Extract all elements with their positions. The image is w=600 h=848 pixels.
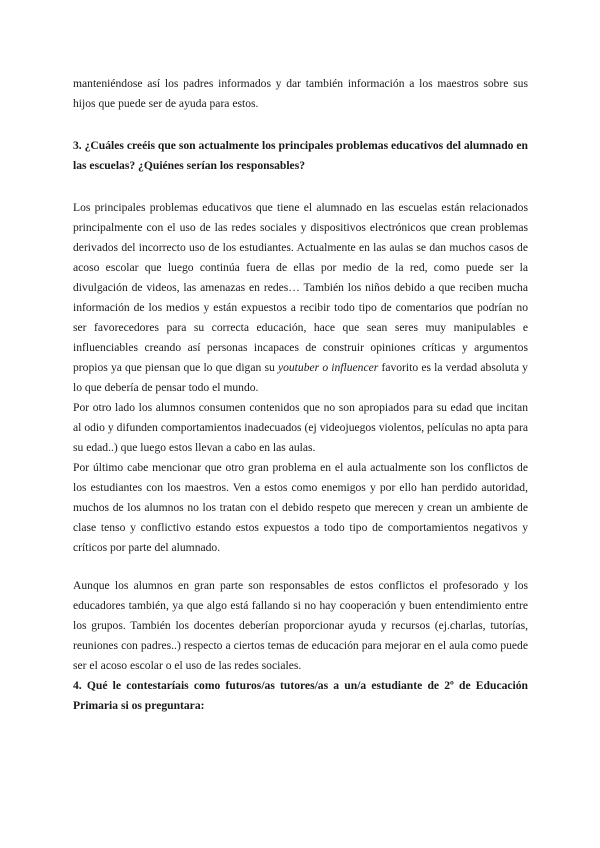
question-3-heading: 3. ¿Cuáles creéis que son actualmente los principales problemas educativos del alumnado en las escuelas? ¿Quiénes serían los responsables? [73,139,528,172]
paragraph-problems-text: Los principales problemas educativos que tiene el alumnado en las escuelas están relacionados principalmente con el uso de las redes sociales y dispositivos electrónicos que crean problemas derivados del incorrecto uso de los estudiantes. Actualmente en las aulas se dan muchos casos de acoso escolar que luego continúa fuera de ellas por medio de la red, como puede ser la divulgación de videos, las amenazas en redes… También los niños debido a que reciben mucha información de los medios y están expuestos a recibir todo tipo de comentarios que podrían no ser favorecedores para su correcta educación, hace que sean seres muy manipulables e influenciables creando así personas incapaces de construir opiniones críticas y argumentos propios ya que piensan que lo que digan su [73,201,528,374]
document-body [73,74,528,716]
paragraph-intro: manteniéndose así los padres informados y dar también información a los maestros sobre sus hijos que puede ser de ayuda para estos. [73,77,528,110]
paragraph-problems [73,198,528,398]
paragraph-conflicts: Por último cabe mencionar que otro gran problema en el aula actualmente son los conflictos de los estudiantes con los maestros. Ven a estos como enemigos y por ello han perdido autoridad, muchos de los alumnos no los tratan con el debido respeto que merecen y crean un ambiente de clase tenso y conflictivo estando estos expuestos a todo tipo de comportamientos negativos y críticos por parte del alumnado. [73,461,528,554]
paragraph-problems-italic: youtuber o influencer [277,361,379,374]
question-4-heading: 4. Qué le contestaríais como futuros/as tutores/as a un/a estudiante de 2º de Educación Primaria si os preguntara: [73,679,528,712]
paragraph-responsibles: Aunque los alumnos en gran parte son responsables de estos conflictos el profesorado y los educadores también, ya que algo está fallando si no hay cooperación y buen entendimiento entre los grupos. También los docentes deberían proporcionar ayuda y recursos (ej.charlas, tutorías, reuniones con padres..) respecto a ciertos temas de educación para mejorar en el aula como puede ser el acoso escolar o el uso de las redes sociales. [73,579,528,672]
paragraph-content: Por otro lado los alumnos consumen contenidos que no son apropiados para su edad que incitan al odio y difunden comportamientos inadecuados (ej videojuegos violentos, películas no apta para su edad..) que luego estos llevan a cabo en las aulas. [73,401,528,454]
paragraph-problems-end: favorito es la verdad absoluta y lo que debería de pensar todo el mundo. [73,361,528,394]
